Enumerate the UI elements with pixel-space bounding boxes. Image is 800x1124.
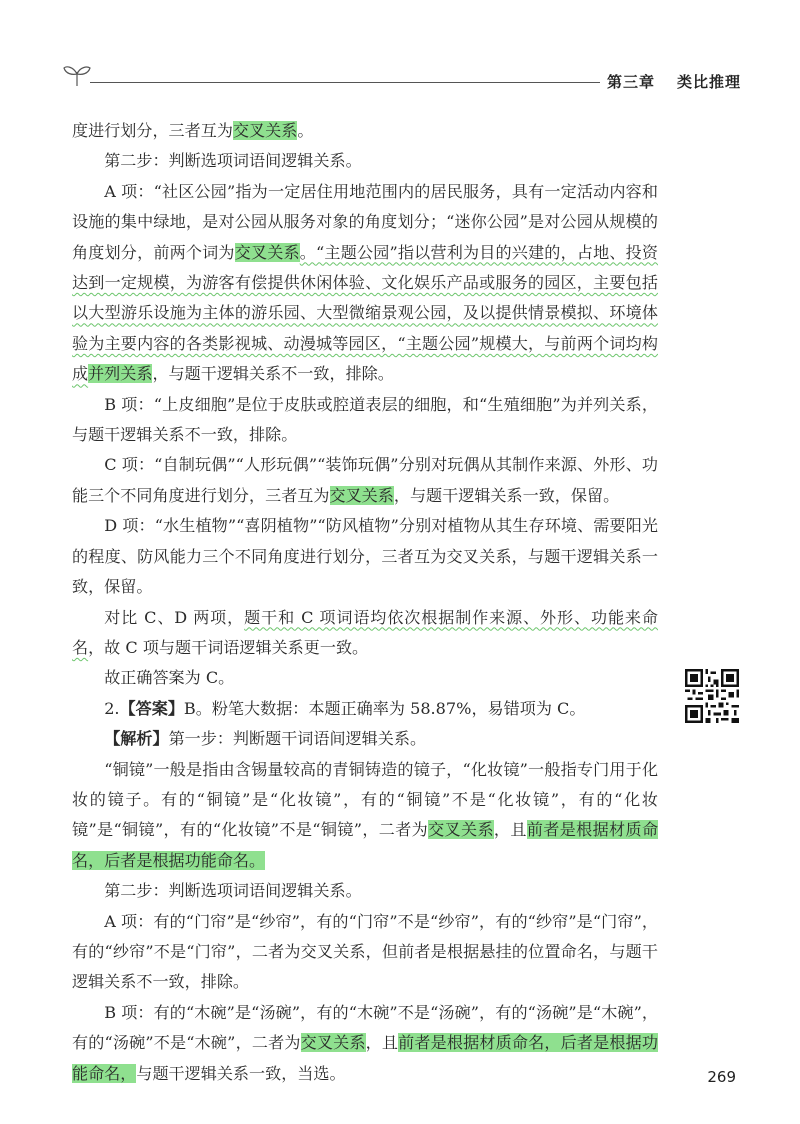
question-number: 2. [104, 698, 120, 718]
highlight: 交叉关系 [329, 485, 394, 505]
leaf-icon [62, 62, 92, 88]
page-content [72, 116, 658, 1089]
paragraph-8: 故正确答案为 C。 [104, 668, 235, 688]
paragraph-14 [72, 998, 658, 1089]
chapter-title: 类比推理 [677, 73, 742, 91]
chapter-number: 第三章 [607, 73, 656, 91]
wavy-underline-text: 题干和 C 项词语均依次根据制作来源、外形、功能来命名 [72, 607, 659, 657]
qr-code-icon[interactable] [685, 669, 739, 723]
text: 。 [297, 121, 314, 140]
paragraph-4: B 项：“上皮细胞”是位于皮肤或腔道表层的细胞，和“生殖细胞”为并列关系，与题干逻辑关系不一致，排除。 [72, 394, 658, 445]
text: 度进行划分，三者互为 [72, 121, 233, 140]
analysis-label: 【解析】 [104, 729, 169, 749]
highlight: 交叉关系 [428, 820, 494, 840]
answer-line [72, 694, 658, 724]
paragraph-11 [72, 755, 658, 877]
answer-text: B。粉笔大数据：本题正确率为 58.87%，易错项为 C。 [183, 698, 586, 718]
highlight: 前者是根据材质命名，后者是根据功能命名。 [72, 820, 659, 870]
page-number: 269 [707, 1068, 736, 1086]
paragraph-12: 第二步：判断选项词语间逻辑关系。 [104, 881, 362, 901]
highlight: 前者是根据材质命名，后者是根据功能命名， [72, 1033, 659, 1083]
highlight: 交叉关系 [234, 242, 300, 262]
wavy-underline-text: 。“主题公园”指以营利为目的兴建的，占地、投资达到一定规模，为游客有偿提供休闲体验、文化娱乐产品或服务的园区，主要包括以大型游乐设施为主体的游乐园、大型微缩景观公园，及以提供情景模拟、环境体验为主要内容的各类影视城、动漫城等园区，“主题公园”规模大，与前两个词均构成 [72, 242, 659, 384]
text: B 项：有的“木碗”是“汤碗”，有的“木碗”不是“汤碗”，有的“汤碗”是“木碗”，有的“汤碗”不是“木碗”，二者为 [72, 1002, 658, 1053]
page-header [0, 60, 800, 100]
chapter-heading [607, 71, 741, 92]
text: ，且 [493, 820, 527, 840]
answer-label: 【答案】 [119, 698, 184, 718]
paragraph-2: 第二步：判断选项词语间逻辑关系。 [104, 151, 362, 171]
paragraph-5 [72, 450, 658, 511]
text: ，与题干逻辑关系不一致，排除。 [152, 364, 394, 384]
analysis-line [72, 724, 658, 754]
highlight: 交叉关系 [300, 1033, 366, 1053]
text: ，与题干逻辑关系一致，保留。 [393, 485, 620, 505]
paragraph-6: D 项：“水生植物”“喜阴植物”“防风植物”分别对植物从其生存环境、需要阳光的程度、防风能力三个不同角度进行划分，三者互为交叉关系，与题干逻辑关系一致，保留。 [72, 516, 658, 597]
text: “铜镜”一般是指由含锡量较高的青铜铸造的镜子，“化妆镜”一般指专门用于化妆的镜子。有的“铜镜”是“化妆镜”，有的“铜镜”不是“化妆镜”，有的“化妆镜”是“铜镜”，有的“化妆镜”不是“铜镜”，二者为 [72, 759, 658, 840]
text: ，故 C 项与题干词语逻辑关系更一致。 [88, 637, 369, 657]
paragraph-1 [72, 116, 658, 146]
paragraph-13: A 项：有的“门帘”是“纱帘”，有的“门帘”不是“纱帘”，有的“纱帘”是“门帘”，有的“纱帘”不是“门帘”，二者为交叉关系，但前者是根据悬挂的位置命名，与题干逻辑关系不一致，排除。 [72, 911, 658, 992]
text: 与题干逻辑关系一致，当选。 [136, 1063, 346, 1083]
text: A 项：“社区公园”指为一定居住用地范围内的居民服务，具有一定活动内容和设施的集中绿地，是对公园从服务对象的角度划分；“迷你公园”是对公园从规模的角度划分，前两个词为 [72, 181, 658, 262]
paragraph-3 [72, 177, 658, 390]
header-rule [90, 82, 600, 83]
text: C 项：“自制玩偶”“人形玩偶”“装饰玩偶”分别对玩偶从其制作来源、外形、功能三个不同角度进行划分，三者互为 [72, 455, 658, 505]
paragraph-7 [72, 603, 658, 664]
highlight: 并列关系 [88, 364, 153, 384]
highlight: 交叉关系 [232, 121, 298, 140]
text: 第一步：判断题干词语间逻辑关系。 [168, 729, 427, 749]
text: ，且 [365, 1033, 399, 1053]
text: 对比 C、D 两项， [104, 607, 245, 627]
